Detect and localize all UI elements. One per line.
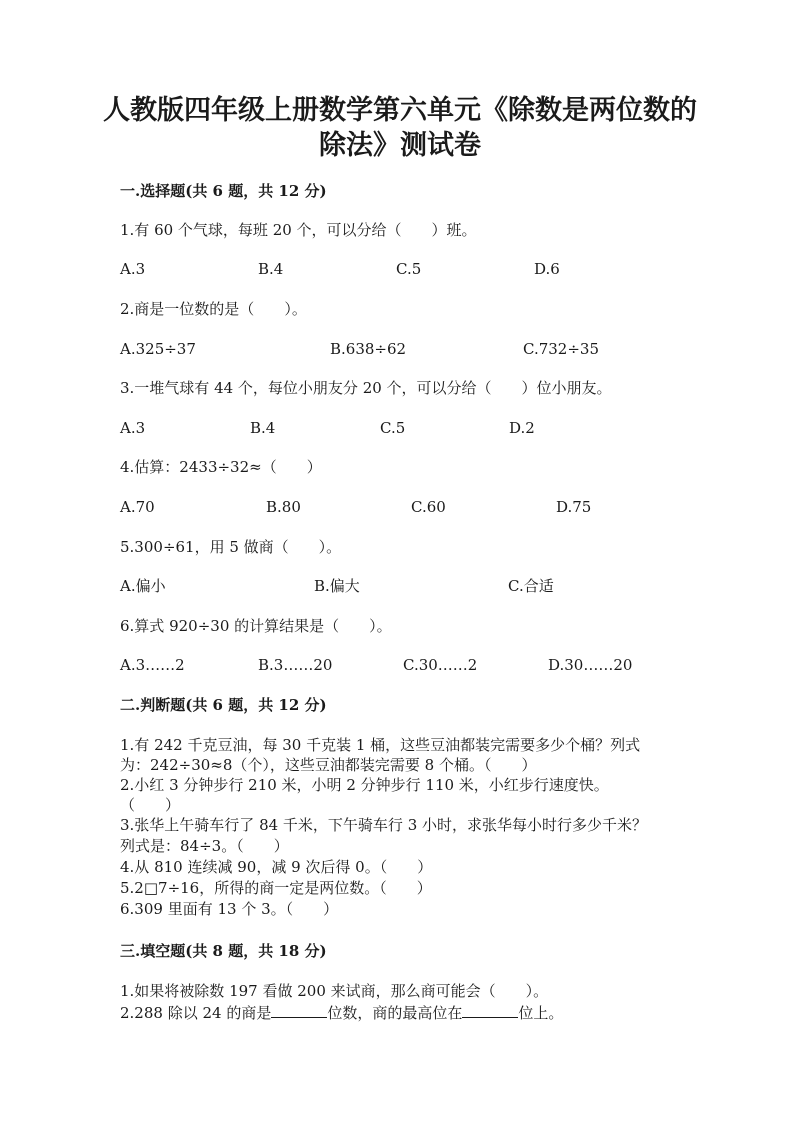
option-1-6-d: D.30……20 [548,656,633,674]
option-1-1-d: D.6 [534,260,560,278]
option-1-1-a: A.3 [120,260,146,278]
question-1-2: 2.商是一位数的是（ ）。 [120,300,307,318]
option-1-5-b: B.偏大 [314,577,360,595]
option-1-6-c: C.30……2 [403,656,478,674]
option-1-3-c: C.5 [380,419,406,437]
exam-title-line-1: 人教版四年级上册数学第六单元《除数是两位数的 [103,95,697,126]
judge-line-8: 5.2□7÷16，所得的商一定是两位数。（ ） [120,879,432,897]
section-2-heading: 二.判断题(共 6 题，共 12 分) [120,696,327,714]
option-1-3-a: A.3 [120,419,146,437]
option-1-3-d: D.2 [509,419,535,437]
fill-blank-1[interactable] [271,1002,327,1018]
option-1-2-c: C.732÷35 [523,340,599,358]
fill-question-2-part-2: 位数，商的最高位在 [327,1004,463,1022]
option-1-5-a: A.偏小 [120,577,166,595]
fill-blank-2[interactable] [462,1002,518,1018]
judge-line-7: 4.从 810 连续减 90，减 9 次后得 0。（ ） [120,858,433,876]
option-1-6-b: B.3……20 [258,656,333,674]
option-1-1-c: C.5 [396,260,422,278]
question-1-1: 1.有 60 个气球，每班 20 个，可以分给（ ）班。 [120,221,477,239]
fill-question-2-part-1: 2.288 除以 24 的商是 [120,1004,272,1022]
option-1-4-a: A.70 [120,498,155,516]
judge-line-4: （ ） [120,796,181,814]
option-1-2-b: B.638÷62 [330,340,407,358]
fill-question-1: 1.如果将被除数 197 看做 200 来试商，那么商可能会（ ）。 [120,982,549,1000]
exam-title-line-2: 除法》测试卷 [319,130,481,161]
judge-line-1: 1.有 242 千克豆油，每 30 千克装 1 桶，这些豆油都装完需要多少个桶？列式 [120,736,641,754]
judge-line-5: 3.张华上午骑车行了 84 千米，下午骑车行 3 小时，求张华每小时行多少千米？ [120,816,648,834]
question-1-4: 4.估算：2433÷32≈（ ） [120,458,322,476]
option-1-5-c: C.合适 [508,577,554,595]
option-1-1-b: B.4 [258,260,284,278]
question-1-6: 6.算式 920÷30 的计算结果是（ ）。 [120,617,392,635]
option-1-4-b: B.80 [266,498,301,516]
question-1-3: 3.一堆气球有 44 个，每位小朋友分 20 个，可以分给（ ）位小朋友。 [120,379,612,397]
judge-line-9: 6.309 里面有 13 个 3。（ ） [120,900,339,918]
section-3-heading: 三.填空题(共 8 题，共 18 分) [120,942,327,960]
fill-question-2-part-3: 位上。 [518,1004,564,1022]
option-1-6-a: A.3……2 [120,656,185,674]
option-1-3-b: B.4 [250,419,276,437]
judge-line-3: 2.小红 3 分钟步行 210 米，小明 2 分钟步行 110 米，小红步行速度快。 [120,776,609,794]
fill-question-2 [120,1002,563,1023]
section-1-heading: 一.选择题(共 6 题，共 12 分) [120,182,327,200]
option-1-4-c: C.60 [411,498,446,516]
question-1-5: 5.300÷61，用 5 做商（ ）。 [120,538,342,556]
judge-line-6: 列式是：84÷3。（ ） [120,837,289,855]
option-1-2-a: A.325÷37 [120,340,196,358]
judge-line-2: 为：242÷30≈8（个），这些豆油都装完需要 8 个桶。（ ） [120,756,537,774]
option-1-4-d: D.75 [556,498,592,516]
